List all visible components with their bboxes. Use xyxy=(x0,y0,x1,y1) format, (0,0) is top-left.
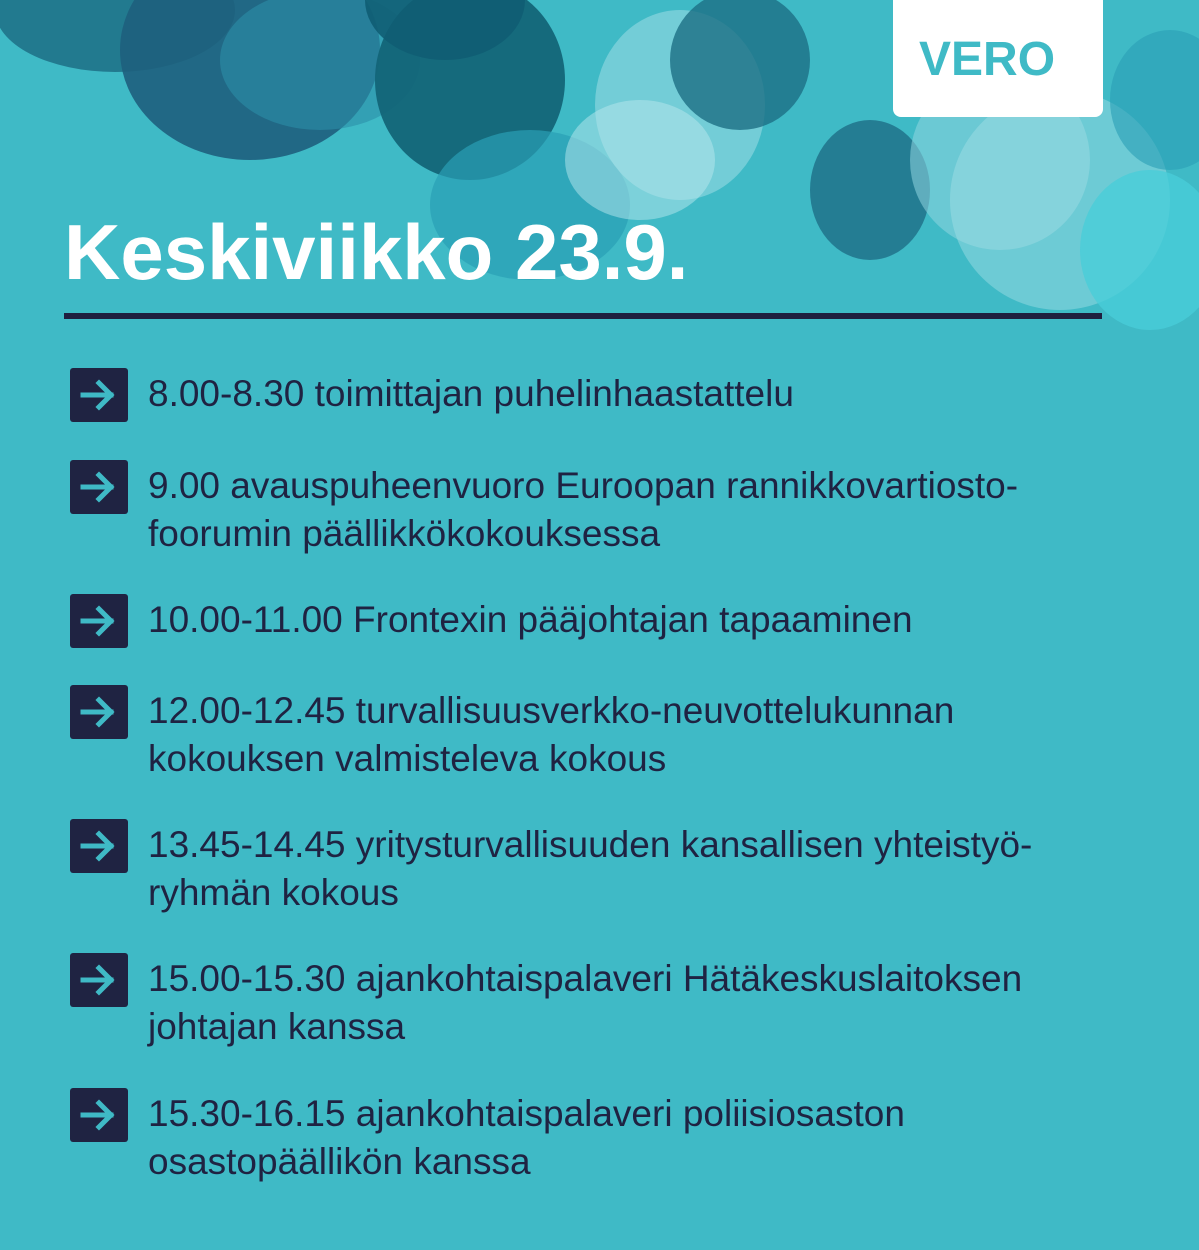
arrow-right-icon xyxy=(70,368,128,422)
arrow-right-icon xyxy=(70,953,128,1007)
schedule-item-text: 9.00 avauspuheenvuoro Euroopan rannikkovartiosto- foorumin päällikkökokouksessa xyxy=(148,465,1019,554)
schedule-item-text: 8.00-8.30 toimittajan puhelinhaastattelu xyxy=(148,373,794,414)
arrow-right-icon xyxy=(70,1088,128,1142)
schedule-item-text: 15.30-16.15 ajankohtaispalaveri poliisiosaston osastopäällikön kanssa xyxy=(148,1093,905,1182)
vero-logo xyxy=(893,0,1103,117)
svg-text:VERO: VERO xyxy=(919,32,1056,86)
vero-logo-mark xyxy=(913,29,1083,89)
arrow-right-icon xyxy=(70,819,128,873)
schedule-item-text: 15.00-15.30 ajankohtaispalaveri Hätäkeskuslaitoksen johtajan kanssa xyxy=(148,958,1023,1047)
schedule-item-text: 13.45-14.45 yritysturvallisuuden kansallisen yhteistyö- ryhmän kokous xyxy=(148,824,1033,913)
page-title: Keskiviikko 23.9. xyxy=(64,208,689,296)
arrow-right-icon xyxy=(70,594,128,648)
schedule-item-text: 10.00-11.00 Frontexin pääjohtajan tapaaminen xyxy=(148,599,913,640)
arrow-right-icon xyxy=(70,460,128,514)
title-divider xyxy=(64,313,1102,319)
arrow-right-icon xyxy=(70,685,128,739)
schedule-item-text: 12.00-12.45 turvallisuusverkko-neuvottelukunnan kokouksen valmisteleva kokous xyxy=(148,690,955,779)
